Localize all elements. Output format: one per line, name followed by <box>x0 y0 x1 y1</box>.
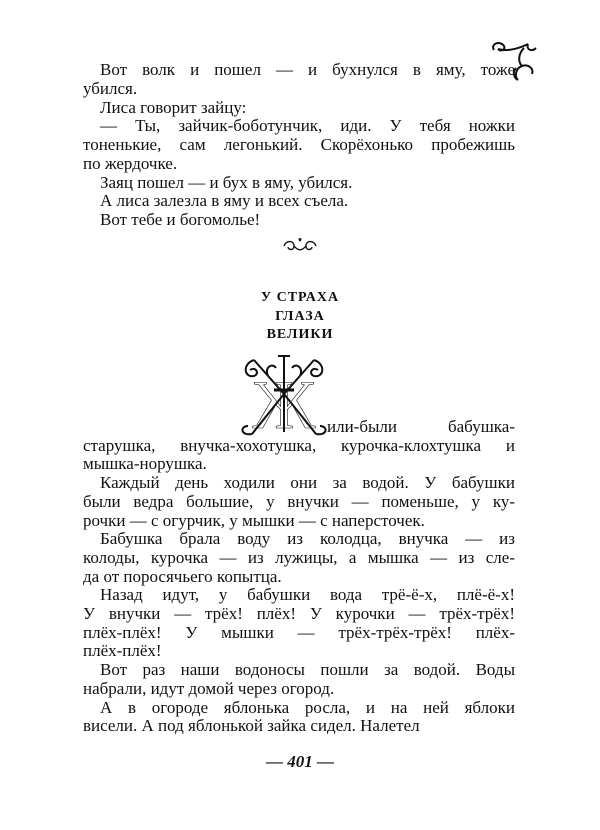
text-line: мышка-норушка. <box>83 454 207 474</box>
text-line: колоды, курочка — из лужицы, а мышка — из сле- <box>83 547 515 567</box>
story-title-line: ВЕЛИКИ <box>266 327 334 342</box>
text-line: Каждый день ходили они за водой. У бабушки <box>100 473 515 493</box>
svg-text:Ж: Ж <box>252 367 316 440</box>
text-line: висели. А под яблонькой зайка сидел. Налетел <box>83 716 420 736</box>
text-line: Вот волк и пошел — и бухнулся в яму, тоже <box>100 60 515 79</box>
text-line: плёх-плёх! <box>83 641 162 661</box>
text-line: плёх-плёх! У мышки — трёх-трёх-трёх! плёх- <box>83 622 515 642</box>
text-line: Вот тебе и богомолье! <box>100 210 261 229</box>
text-line: да от поросячьего копытца. <box>83 566 282 586</box>
text-line: Заяц пошел — и бух в яму, убился. <box>100 172 353 192</box>
text-line: тоненькие, сам легонький. Скорёхонько пробежишь <box>83 135 515 154</box>
page-number: — 401 — <box>266 752 334 771</box>
text-line: по жердочке. <box>83 153 178 173</box>
text-line: или-были бабушка- <box>327 417 515 436</box>
section-divider-ornament <box>282 237 318 255</box>
text-line: Вот раз наши водоносы пошли за водой. Воды <box>100 660 515 680</box>
text-line: убился. <box>83 78 138 98</box>
text-line: были ведра большие, у внучки — поменьше, у ку- <box>83 491 515 511</box>
text-line: набрали, идут домой через огород. <box>83 678 335 698</box>
text-line: А в огороде яблонька росла, и на ней яблоки <box>100 697 515 717</box>
text-line: Бабушка брала воду из колодца, внучка — из <box>100 529 515 549</box>
story-title-line: У СТРАХА <box>260 290 340 305</box>
ornamental-drop-cap <box>238 350 330 440</box>
text-line: — Ты, зайчик-боботунчик, иди. У тебя ножки <box>100 116 515 136</box>
story-title-line: ГЛАЗА <box>275 308 325 324</box>
text-line: старушка, внучка-хохотушка, курочка-клохтушка и <box>83 435 515 455</box>
text-line: Назад идут, у бабушки вода трё-ё-х, плё-ё-х! <box>100 585 515 605</box>
text-line: А лиса залезла в яму и всех съела. <box>100 191 349 211</box>
text-line: У внучки — трёх! плёх! У курочки — трёх-трёх! <box>83 604 515 623</box>
text-line: Лиса говорит зайцу: <box>100 97 247 117</box>
text-line: рочки — с огурчик, у мышки — с наперсточек. <box>83 510 425 530</box>
